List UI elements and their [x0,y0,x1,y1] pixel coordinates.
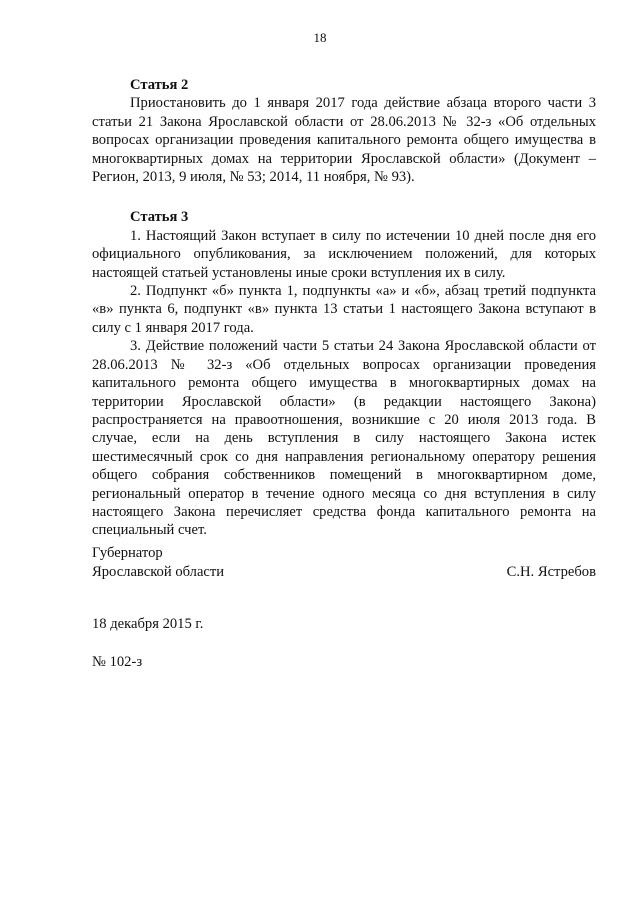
article-2 [92,76,596,186]
article-paragraph: 1. Настоящий Закон вступает в силу по истечении 10 дней после дня его официального опубликования, за исключением положений, для которых настоящей статьей установлены иные сроки вступления их в силу. [92,227,596,281]
governor-title: Губернатор [92,545,163,561]
article-title: Статья 2 [130,77,189,93]
article-title: Статья 3 [130,209,189,226]
article-paragraph: 2. Подпункт «б» пункта 1, подпункты «а» и «б», абзац третий подпункта «в» пункта 6, подпункт «в» пункта 13 статьи 1 настоящего Закона вступают в силу с 1 января 2017 года. [92,283,596,336]
region-title: Ярославской области [92,564,225,580]
signatory-name: С.Н. Ястребов [506,564,596,580]
article-paragraph: Приостановить до 1 января 2017 года действие абзаца второго части 3 статьи 21 Закона Ярославской области от 28.06.2013 № 32-з «Об отдельных вопросах организации проведения капитального ремонта общего имущества в многоквартирных домах на территории Ярославской области» (Документ – Регион, 2013, 9 июля, № 53; 2014, 11 ноября, № 93). [92,95,596,186]
article-3 [92,208,596,539]
page-number: 18 [313,30,327,45]
signature-block [92,544,596,582]
document-body [92,76,596,562]
law-number: № 102-з [92,654,143,670]
article-paragraph: 3. Действие положений части 5 статьи 24 Закона Ярославской области от 28.06.2013 № 32-з «Об отдельных вопросах организации проведения капитального ремонта общего имущества в многоквартирных домах на территории Ярославской области» (в редакции настоящего Закона) распространяется на правоотношения, возникшие с 20 июля 2013 года. В случае, если на день вступления в силу настоящего Закона истек шестимесячный срок со дня направления региональному оператору решения общего собрания собственников помещений в многоквартирном доме, региональный оператор в течение одного месяца со дня вступления в силу настоящего Закона перечисляет средства фонда капитального ремонта на специальный счет. [92,338,596,539]
signature-row [92,563,596,582]
document-date: 18 декабря 2015 г. [92,616,204,632]
